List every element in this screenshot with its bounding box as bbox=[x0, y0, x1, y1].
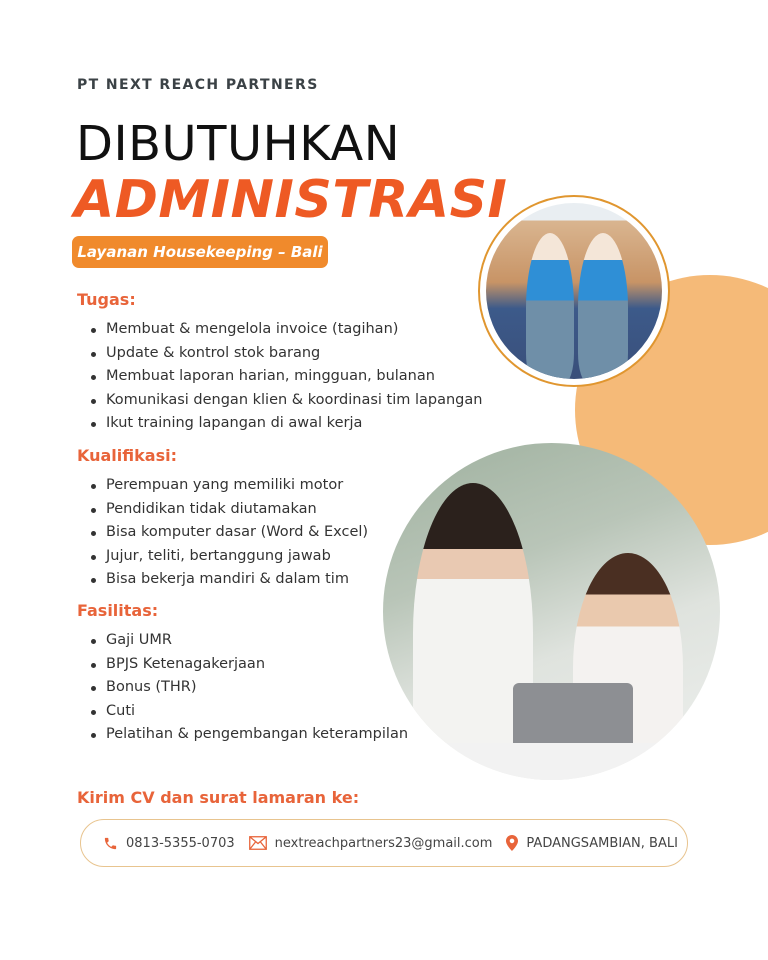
list-item: Perempuan yang memiliki motor bbox=[88, 474, 368, 498]
list-item: Update & kontrol stok barang bbox=[88, 342, 482, 366]
tugas-list bbox=[88, 318, 482, 436]
phone-number: 0813-5355-0703 bbox=[126, 835, 235, 851]
headline-dibutuhkan: DIBUTUHKAN bbox=[76, 116, 401, 172]
office-workers-photo bbox=[383, 443, 720, 780]
list-item: Gaji UMR bbox=[88, 629, 408, 653]
section-title-fasilitas: Fasilitas: bbox=[77, 601, 159, 620]
location-text: PADANGSAMBIAN, BALI bbox=[526, 835, 678, 851]
section-title-tugas: Tugas: bbox=[77, 290, 136, 309]
list-item: Jujur, teliti, bertanggung jawab bbox=[88, 545, 368, 569]
contact-location[interactable] bbox=[506, 835, 678, 851]
list-item: Pendidikan tidak diutamakan bbox=[88, 498, 368, 522]
list-item: Bonus (THR) bbox=[88, 676, 408, 700]
phone-icon bbox=[103, 836, 118, 851]
list-item: Pelatihan & pengembangan keterampilan bbox=[88, 723, 408, 747]
list-item: Ikut training lapangan di awal kerja bbox=[88, 412, 482, 436]
list-item: Membuat & mengelola invoice (tagihan) bbox=[88, 318, 482, 342]
mail-icon bbox=[249, 836, 267, 850]
kualifikasi-list bbox=[88, 474, 368, 592]
list-item: Bisa bekerja mandiri & dalam tim bbox=[88, 568, 368, 592]
service-badge: Layanan Housekeeping – Bali bbox=[72, 236, 328, 268]
email-address: nextreachpartners23@gmail.com bbox=[274, 835, 493, 851]
contact-bar bbox=[80, 819, 688, 867]
list-item: Cuti bbox=[88, 700, 408, 724]
list-item: Bisa komputer dasar (Word & Excel) bbox=[88, 521, 368, 545]
contact-email[interactable] bbox=[249, 836, 493, 851]
list-item: Membuat laporan harian, mingguan, bulanan bbox=[88, 365, 482, 389]
list-item: BPJS Ketenagakerjaan bbox=[88, 653, 408, 677]
company-name: PT NEXT REACH PARTNERS bbox=[77, 77, 319, 93]
section-title-kualifikasi: Kualifikasi: bbox=[77, 446, 177, 465]
headline-position: ADMINISTRASI bbox=[74, 170, 508, 230]
contact-heading: Kirim CV dan surat lamaran ke: bbox=[77, 788, 360, 807]
contact-phone[interactable] bbox=[103, 836, 235, 851]
location-pin-icon bbox=[506, 835, 518, 851]
fasilitas-list bbox=[88, 629, 408, 747]
list-item: Komunikasi dengan klien & koordinasi tim lapangan bbox=[88, 389, 482, 413]
